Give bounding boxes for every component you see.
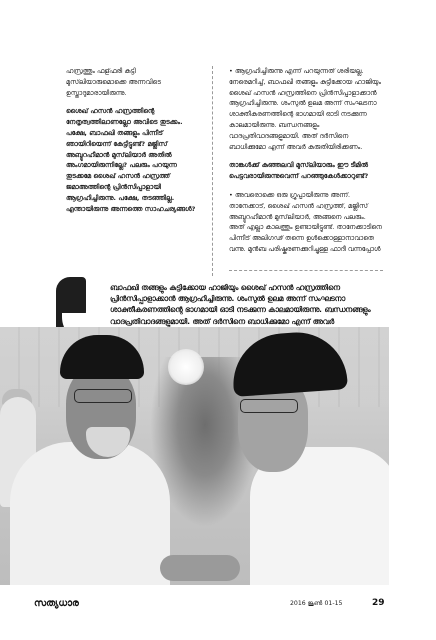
answer-paragraph: • ആഗ്രഹിച്ചിരുന്നു എന്ന് പറയുന്നത് ശരിയല്ല. നേരെമറിച്ച്, ബാഫഖി തങ്ങളും കുട്ടിക്കോയ ഹാജിയും ശൈഖ് ഹസൻ ഹസ്രത്തിനെ പ്രിൻസിപ്പാളാക്കാൻ ആഗ്രഹിച്ചിരുന്നു. ശംസുൽ ഉലമ അന്ന് സംഘടനാ ശാക്തീകരണത്തിന്റെ ഭാഗമായി ഓടി നടക്കുന്ന കാലമായിരുന്നു. ബന്ധനങ്ങളും വാദപ്രതിവാദങ്ങളുമായി. അത് ദർസിനെ ബാധിക്കുമോ എന്ന് അവർ കരുതിയിരിക്കണം. — [229, 67, 382, 151]
pull-quote: ബാഫഖി തങ്ങളും കുട്ടിക്കോയ ഹാജിയും ശൈഖ് ഹസൻ ഹസ്രത്തിനെ പ്രിൻസിപ്പാളാക്കാൻ ആഗ്രഹിച്ചിരുന്നു. ശംസുൽ ഉലമ അന്ന് സംഘടനാ ശാക്തീകരണത്തിന്റെ ഭാഗമായി ഓടി നടക്കുന്ന കാലമായിരുന്നു. ബന്ധനങ്ങളും വാദപ്രതിവാദങ്ങളുമായി. അത് ദർസിനെ ബാധിക്കുമോ എന്ന് അവർ — [110, 283, 371, 326]
section-divider — [229, 270, 383, 271]
photo-handshake — [160, 555, 240, 581]
column-divider — [212, 66, 213, 276]
photo-left-man-glasses — [74, 389, 132, 403]
interview-question: ശൈഖ് ഹസൻ ഹസ്രത്തിന്റെ നേതൃത്വത്തിലാണല്ലോ അവിടെ തുടക്കം. പക്ഷേ, ബാഫഖി തങ്ങളും പിന്നീട് ഞായിറിയെന്ന് കേട്ടിട്ടുണ്ട്? മജ്ലിസ് അബ്ദുറഹീമാൻ മുസ്‌ലിയാർ അതിൽ അംഗമായിരുന്നില്ലേ? പലരും പറയുന്ന തുടക്കമേ ശൈഖ് ഹസൻ ഹസ്രത്ത് ജമാഅത്തിന്റെ പ്രിൻസിപ്പാളായി ആഗ്രഹിച്ചിരുന്നു. പക്ഷേ, തടഞ്ഞില്ല. എന്തായിരുന്നു അന്നത്തെ സാഹചര്യങ്ങൾ? — [66, 107, 196, 213]
magazine-name: സത്യധാര — [34, 598, 79, 609]
page-number: 29 — [372, 598, 385, 608]
article-left-column — [66, 66, 196, 222]
photo-lamp — [168, 349, 204, 385]
photo-right-man-glasses — [240, 399, 298, 413]
article-right-column — [229, 66, 383, 263]
photo-left-man-body — [10, 442, 170, 585]
article-photo — [0, 327, 389, 585]
article-paragraph: ഹസ്രത്തും ഫള്ഫരി കുട്ടി മുസ്‌ലിയാരുമൊക്കെ അന്നവിടെ ഉസ്താദുമാരായിരുന്നു. — [66, 67, 161, 97]
interview-question: താങ്കൾക്ക് കുഞ്ഞലവി മുസ്‌ലിയാരും ഈ ടീമിൽ പെട്ടവരായിരുന്നുവെന്ന് പറഞ്ഞുകേൾക്കാറുണ്ട്? — [229, 161, 369, 181]
issue-date: 2016 ജൂൺ 01-15 — [290, 600, 343, 607]
answer-paragraph: • അവരൊക്കെ ഒരു ഗ്രൂപ്പായിരുന്നു അന്ന്. താനേക്കാട്, ശൈഖ് ഹസൻ ഹസ്രത്ത്, മജ്ലിസ് അബ്ദുറഹീമാൻ മുസ്‌ലിയാർ, അങ്ങനെ പലരും. അത് എല്ലാ കാലത്തും ഉണ്ടായിട്ടുണ്ട്. താനേക്കാടിനെ പിന്നീട് അലിഗഢ് തന്നെ ഉൾക്കൊള്ളാനാവാതെ വന്നു. മുൻബ പരിഷ്കരണക്കുറിച്ചുള്ള ഫാദീ വന്നപ്പോൾ — [229, 190, 382, 253]
